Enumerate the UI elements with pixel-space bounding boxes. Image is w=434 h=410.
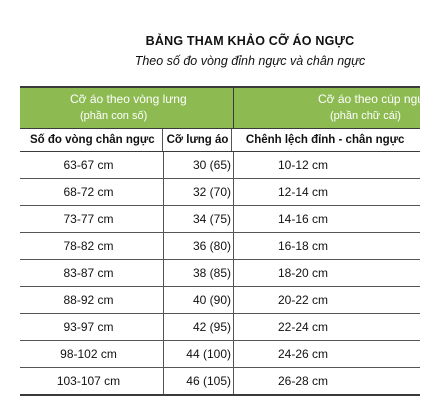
underbust-cell: 63-67 cm [20, 152, 164, 178]
difference-cell: 18-20 cm [278, 266, 329, 280]
table-row [20, 260, 420, 287]
difference-cell: 14-16 cm [278, 212, 329, 226]
cup-size-group-header [234, 88, 434, 128]
band-size-group-header [20, 88, 234, 128]
band-cell: 38 (85) [164, 260, 234, 286]
column-header-row [20, 129, 420, 152]
page-title: BẢNG THAM KHẢO CỠ ÁO NGỰC [145, 34, 355, 48]
table-row [20, 368, 420, 396]
column-header-underbust: Số đo vòng chân ngực [20, 129, 163, 151]
table-row [20, 314, 420, 341]
table-row [20, 341, 420, 368]
difference-cell: 16-18 cm [278, 239, 329, 253]
table-row [20, 179, 420, 206]
underbust-cell: 78-82 cm [20, 233, 164, 259]
underbust-cell: 88-92 cm [20, 287, 164, 313]
band-cell: 32 (70) [164, 179, 234, 205]
underbust-cell: 73-77 cm [20, 206, 164, 232]
difference-cell: 22-24 cm [278, 320, 329, 334]
column-header-difference: Chênh lệch đỉnh - chân ngực [245, 134, 405, 146]
band-size-group-subtitle: (phần con số) [80, 110, 148, 122]
difference-cell: 20-22 cm [278, 293, 329, 307]
cup-size-group-title: Cỡ áo theo cúp ngực [318, 92, 432, 106]
table-row [20, 233, 420, 260]
underbust-cell: 93-97 cm [20, 314, 164, 340]
band-cell: 36 (80) [164, 233, 234, 259]
underbust-cell: 83-87 cm [20, 260, 164, 286]
underbust-cell: 103-107 cm [20, 368, 164, 394]
band-cell: 40 (90) [164, 287, 234, 313]
band-size-group-title: Cỡ áo theo vòng lưng [70, 92, 187, 106]
underbust-cell: 98-102 cm [20, 341, 164, 367]
underbust-cell: 68-72 cm [20, 179, 164, 205]
difference-cell: 10-12 cm [278, 158, 329, 172]
difference-cell: 24-26 cm [278, 347, 329, 361]
band-cell: 34 (75) [164, 206, 234, 232]
group-header-row [20, 88, 432, 129]
band-cell: 30 (65) [164, 152, 234, 178]
table-body [20, 152, 420, 396]
table-row [20, 287, 420, 314]
cup-size-group-subtitle: (phần chữ cái) [330, 110, 401, 122]
band-cell: 46 (105) [164, 368, 234, 394]
page-subtitle: Theo số đo vòng đỉnh ngực và chân ngực [134, 54, 366, 68]
column-header-band: Cỡ lưng áo [163, 129, 232, 151]
band-cell: 44 (100) [164, 341, 234, 367]
difference-cell: 12-14 cm [278, 185, 329, 199]
difference-cell: 26-28 cm [278, 374, 329, 388]
table-row [20, 206, 420, 233]
size-table [20, 86, 432, 396]
band-cell: 42 (95) [164, 314, 234, 340]
table-row [20, 152, 420, 179]
